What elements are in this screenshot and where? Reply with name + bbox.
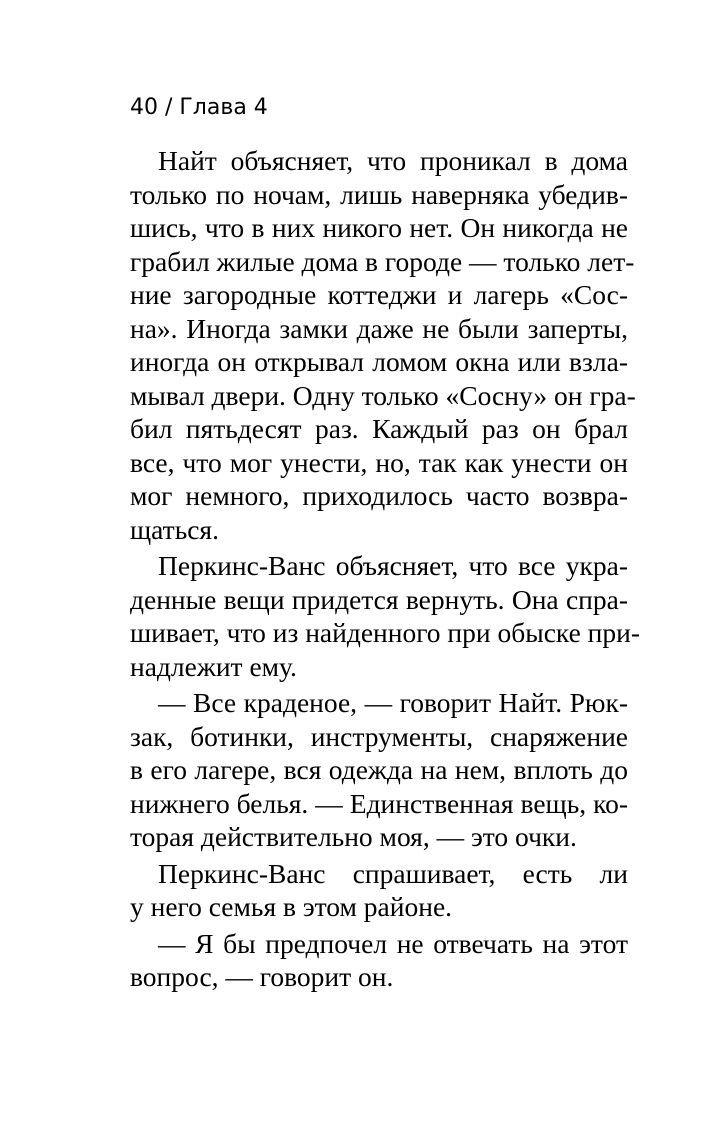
page-body-text [130, 144, 641, 997]
text-line: шись, что в них никого нет. Он никогда не [130, 212, 628, 243]
text-line: торая действительно моя, — это очки. [130, 821, 577, 852]
paragraph [130, 549, 641, 683]
text-line: только по ночам, лишь наверняка убедив- [130, 178, 628, 210]
text-line: зак, ботинки, инструменты, снаряжение [130, 720, 628, 752]
text-line: мог немного, приходилось часто возвра- [130, 480, 628, 511]
text-line: ние загородные коттеджи и лагерь «Сос- [130, 279, 628, 310]
text-line: — Я бы предпочел не отвечать на этот [158, 927, 628, 959]
text-line: щаться. [130, 513, 219, 545]
text-line: грабил жилые дома в городе — только лет- [130, 245, 635, 277]
text-line: вопрос, — говорит он. [130, 961, 394, 992]
text-line: все, что мог унести, но, так как унести он [130, 446, 628, 478]
text-line: Найт объясняет, что проникал в дома [158, 145, 628, 176]
text-line: иногда он открывал ломом окна или взла- [130, 346, 628, 377]
text-line: денные вещи придется вернуть. Она спра- [130, 583, 628, 615]
paragraph [130, 686, 628, 854]
paragraph [130, 144, 636, 546]
running-head: 40 / Глава 4 [130, 95, 268, 120]
text-line: Перкинс-Ванс объясняет, что все укра- [158, 550, 628, 581]
text-line: на». Иногда замки даже не были заперты, [130, 312, 628, 344]
text-line: нижнего белья. — Единственная вещь, ко- [130, 787, 628, 819]
paragraph [130, 927, 628, 994]
text-line: мывал двери. Одну только «Сосну» он гра- [130, 379, 636, 411]
text-line: в его лагере, вся одежда на нем, вплоть до [130, 754, 628, 785]
paragraph [130, 857, 628, 924]
text-line: Перкинс-Ванс спрашивает, есть ли [158, 857, 628, 889]
text-line: у него семья в этом районе. [130, 891, 453, 922]
text-line: бил пятьдесят раз. Каждый раз он брал [130, 413, 628, 444]
text-line: шивает, что из найденного при обыске при- [130, 617, 641, 648]
text-line: — Все краденое, — говорит Найт. Рюк- [158, 687, 628, 718]
text-line: надлежит ему. [130, 650, 297, 682]
